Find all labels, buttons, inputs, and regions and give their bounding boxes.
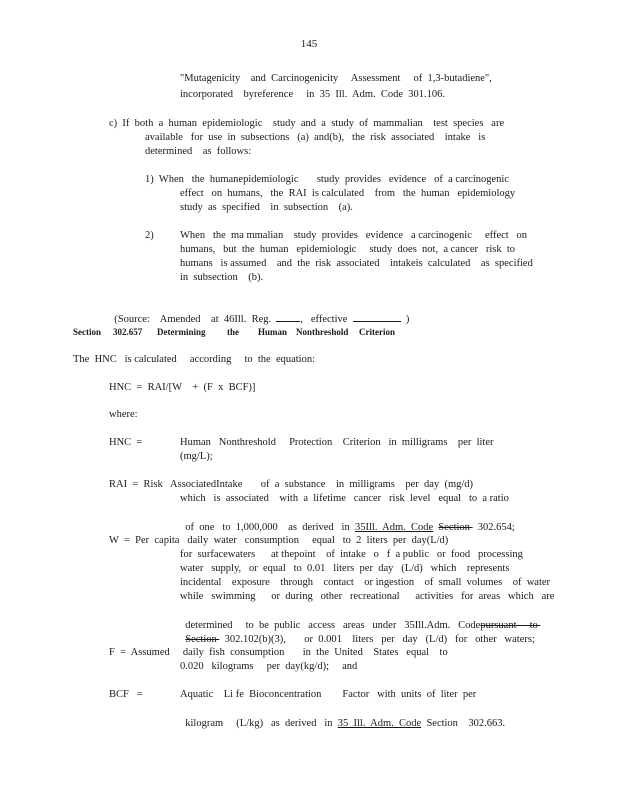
subsection-c-line-3: determined as follows: <box>145 146 252 157</box>
bcf-term: BCF = <box>109 689 143 700</box>
f-definition-line-2: 0.020 kilograms per day(kg/d); and <box>180 661 358 672</box>
source-text-2: , effective <box>300 314 353 325</box>
rai-section-number: 302.654; <box>472 522 515 533</box>
w-definition-line-4: incidental exposure through contact or ingestion of small volumes of water <box>180 577 551 588</box>
w-definition-line-2: for surfacewaters at thepoint of intake o f a public or food processing <box>180 549 523 560</box>
section-title-word-2: the <box>227 327 239 337</box>
w-definition-line-1: W = Per capita daily water consumption equal to 2 liters per day(L/d) <box>109 535 449 546</box>
w-text: determined to be public access areas under 35Ill.Adm. Code <box>185 620 481 631</box>
rai-code-reference: 35Ill. Adm. Code <box>354 522 434 533</box>
section-title-word-3: Human <box>258 327 288 337</box>
source-text-1: (Source: Amended at 46Ill. Reg. <box>114 314 277 325</box>
hnc-definition-line-1: Human Nonthreshold Protection Criterion in milligrams per liter <box>180 437 494 448</box>
item-2-line-2: humans, but the human epidemiologic study does not, a cancer risk to <box>180 244 516 255</box>
item-1-line-2: effect on humans, the RAI is calculated from the human epidemiology <box>180 188 516 199</box>
bcf-text: kilogram (L/kg) as derived in <box>185 718 338 729</box>
hnc-equation: HNC = RAI/[W + (F x BCF)] <box>109 382 256 393</box>
w-definition-line-5: while swimming or during other recreational activities for areas which are <box>180 591 555 602</box>
bcf-definition-line-2 <box>180 701 505 731</box>
bcf-section: Section 302.663. <box>421 718 506 729</box>
rai-definition-line-3 <box>180 505 515 535</box>
item-1-line-3: study as specified in subsection (a). <box>180 202 353 213</box>
register-blank <box>276 311 300 322</box>
bcf-definition-line-1: Aquatic Li fe Bioconcentration Factor with units of liter per <box>180 689 477 700</box>
rai-definition-line-1: RAI = Risk AssociatedIntake of a substance in milligrams per day (mg/d) <box>109 479 474 490</box>
w-definition-line-7 <box>180 617 535 647</box>
subsection-c-line-2: available for use in subsections (a) and(b), the risk associated intake is <box>145 132 486 143</box>
w-struck-section: Section <box>185 634 220 645</box>
item-1-line-1: 1) When the humanepidemiologic study provides evidence of a carcinogenic <box>145 174 509 185</box>
equation-intro: The HNC is calculated according to the equation: <box>73 354 316 365</box>
section-title-word-4: Nonthreshold <box>296 327 349 337</box>
item-2-number: 2) <box>145 230 154 241</box>
hnc-term: HNC = <box>109 437 143 448</box>
w-struck-text: pursuant to <box>480 620 541 631</box>
f-definition-line-1: F = Assumed daily fish consumption in the United States equal to <box>109 647 448 658</box>
rai-struck-text: Section <box>438 522 473 533</box>
hnc-definition-line-2: (mg/L); <box>180 451 213 462</box>
rai-definition-line-2: which is associated with a lifetime cancer risk level equal to a ratio <box>180 493 509 504</box>
section-title-word-1: Determining <box>157 327 206 337</box>
w-text-end: 302.102(b)(3), or 0.001 liters per day (L/d) for other waters; <box>219 634 535 645</box>
item-2-line-1: When the ma mmalian study provides evidence a carcinogenic effect on <box>180 230 528 241</box>
page-number: 145 <box>300 38 318 50</box>
section-number: 302.657 <box>113 327 143 337</box>
citation-line-2: incorporated byreference in 35 Ill. Adm. Code 301.106. <box>180 89 446 100</box>
subsection-c-line-1: c) If both a human epidemiologic study and a study of mammalian test species are <box>109 118 505 129</box>
section-title-word-5: Criterion <box>359 327 395 337</box>
section-label: Section <box>73 327 101 337</box>
source-text-3: ) <box>400 314 410 325</box>
rai-text: of one to 1,000,000 as derived in <box>185 522 355 533</box>
source-note <box>109 296 409 327</box>
bcf-code-reference: 35 Ill. Adm. Code <box>337 718 422 729</box>
w-definition-line-3: water supply, or equal to 0.01 liters per day (L/d) which represents <box>180 563 510 574</box>
item-2-line-4: in subsection (b). <box>180 272 264 283</box>
citation-line-1: "Mutagenicity and Carcinogenicity Assessment of 1,3-butadiene", <box>180 73 492 84</box>
effective-date-blank <box>353 311 401 322</box>
where-label: where: <box>109 409 138 420</box>
item-2-line-3: humans is assumed and the risk associated intakeis calculated as specified <box>180 258 533 269</box>
